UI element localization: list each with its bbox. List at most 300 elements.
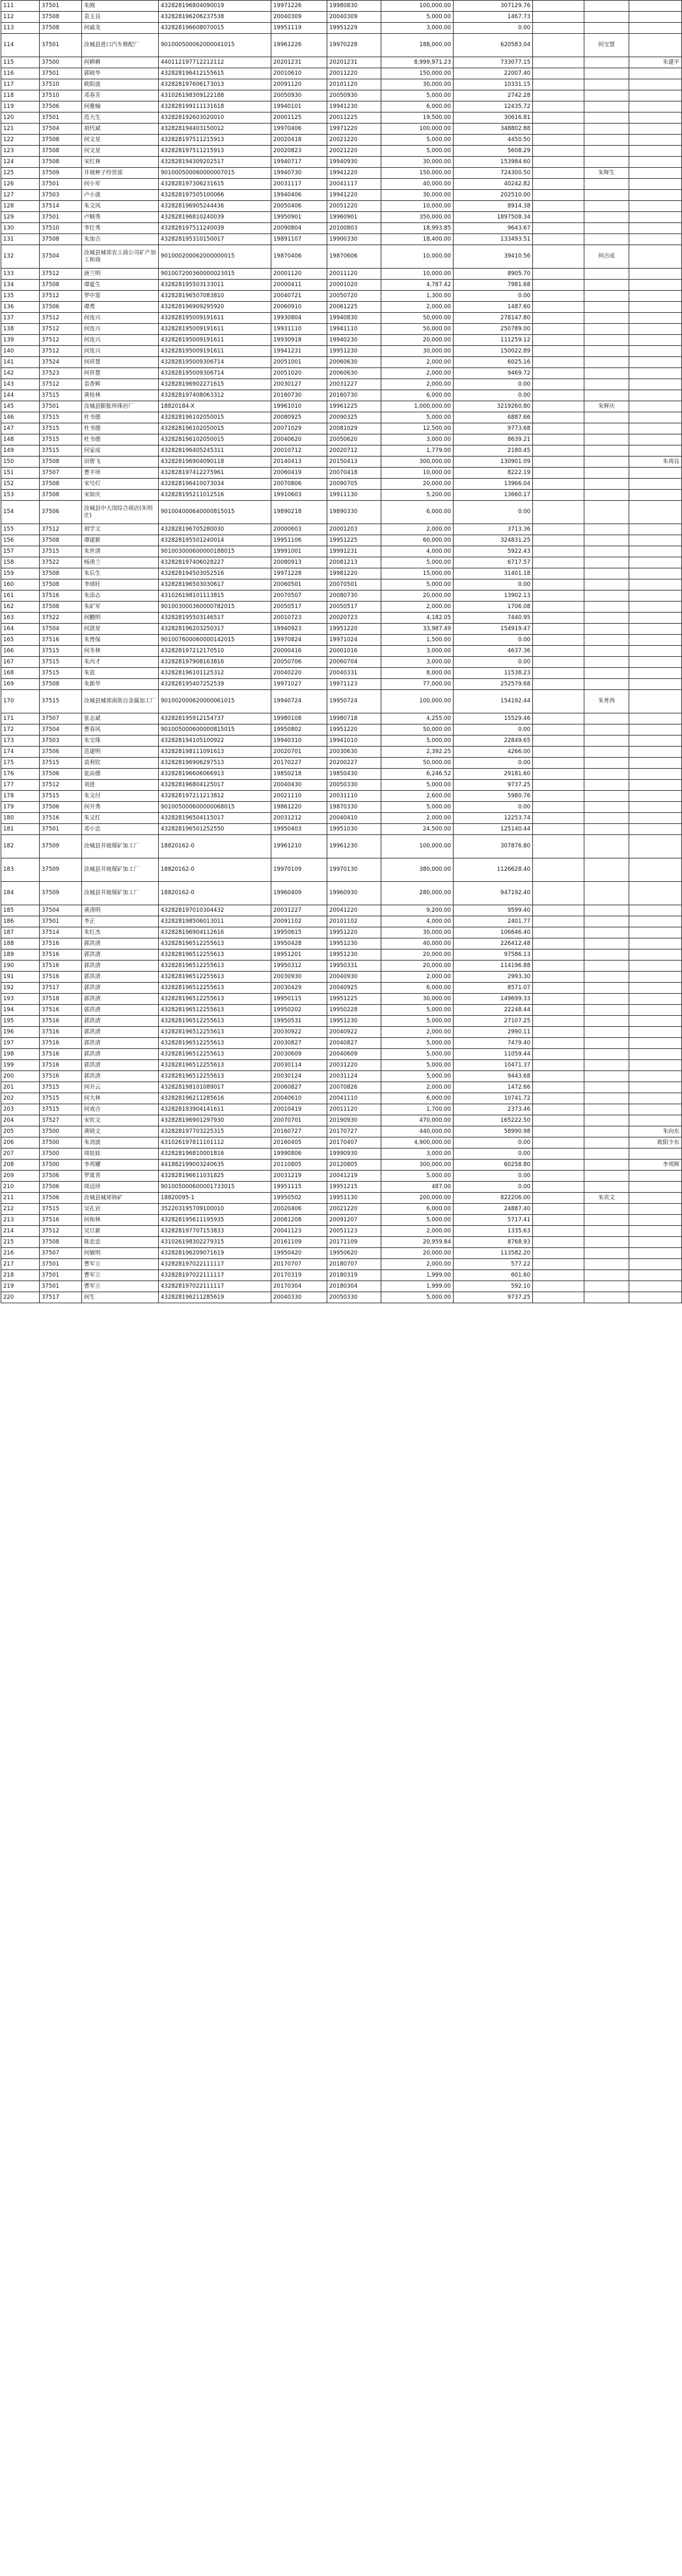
loan-amount-cell: 100,000.00 [381,835,454,858]
loan-amount-cell: 1,000,000.00 [381,401,454,412]
remark-cell [629,1248,682,1259]
loan-amount-cell: 5,000.00 [381,135,454,146]
balance-cell: 8768.93 [454,1237,533,1248]
branch-code-cell: 37516 [40,1071,82,1082]
issue-date-cell: 20110805 [271,1160,327,1171]
balance-cell: 5922.43 [454,546,533,557]
remark-cell [629,302,682,313]
issue-date-cell: 19950502 [271,1193,327,1204]
borrower-name-cell: 吴旦新 [82,1226,159,1237]
loan-amount-cell: 20,959.84 [381,1237,454,1248]
balance-cell: 13966.04 [454,479,533,490]
guarantor-cell [584,23,629,34]
due-date-cell: 20051123 [327,1226,381,1237]
borrower-name-cell: 汝城县井坡煤矿加工厂 [82,858,159,882]
row-number-cell: 220 [1,1292,40,1303]
guarantor-cell [584,927,629,938]
branch-code-cell: 37508 [40,579,82,591]
remark-cell [629,824,682,835]
table-row [1,758,682,769]
due-date-cell: 20021220 [327,1204,381,1215]
remark-cell [629,679,682,690]
note-cell [533,736,584,747]
row-number-cell: 112 [1,12,40,23]
issue-date-cell: 19950428 [271,938,327,949]
note-cell [533,245,584,269]
row-number-cell: 204 [1,1115,40,1126]
table-row [1,983,682,994]
branch-code-cell: 37506 [40,747,82,758]
guarantor-cell [584,280,629,291]
note-cell [533,1193,584,1204]
note-cell [533,994,584,1005]
remark-cell [629,602,682,613]
borrower-name-cell: 何雅翰 [82,101,159,113]
loan-amount-cell: 30,000.00 [381,346,454,357]
balance-cell: 0.00 [454,758,533,769]
branch-code-cell: 37508 [40,535,82,546]
guarantor-cell [584,802,629,813]
note-cell [533,223,584,234]
due-date-cell: 19980718 [327,713,381,724]
note-cell [533,313,584,324]
row-number-cell: 184 [1,882,40,905]
loan-amount-cell: 2,000.00 [381,1082,454,1093]
table-row [1,835,682,858]
issue-date-cell: 20170227 [271,758,327,769]
branch-code-cell: 37506 [40,302,82,313]
remark-cell [629,1115,682,1126]
issue-date-cell: 19991001 [271,546,327,557]
row-number-cell: 141 [1,357,40,368]
table-row [1,1281,682,1292]
id-number-cell: 432828197211213812 [159,791,271,802]
id-number-cell: 432828196512255613 [159,994,271,1005]
branch-code-cell: 37501 [40,401,82,412]
branch-code-cell: 37515 [40,646,82,657]
note-cell [533,635,584,646]
issue-date-cell: 20040330 [271,1292,327,1303]
note-cell [533,12,584,23]
loan-amount-cell: 18,400.00 [381,234,454,245]
note-cell [533,835,584,858]
issue-date-cell: 20020701 [271,747,327,758]
remark-cell [629,780,682,791]
id-number-cell: 432828196902271615 [159,379,271,390]
note-cell [533,390,584,401]
issue-date-cell: 20070507 [271,591,327,602]
row-number-cell: 209 [1,1171,40,1182]
table-row [1,101,682,113]
row-number-cell: 207 [1,1149,40,1160]
due-date-cell: 19941230 [327,101,381,113]
balance-cell: 4450.50 [454,135,533,146]
borrower-name-cell: 张志斌 [82,713,159,724]
issue-date-cell: 20040220 [271,668,327,679]
row-number-cell: 139 [1,335,40,346]
borrower-name-cell: 朱新华 [82,679,159,690]
borrower-name-cell: 汝城县城郊南街自金属加工厂 [82,690,159,713]
branch-code-cell: 37512 [40,291,82,302]
issue-date-cell: 20080925 [271,412,327,423]
due-date-cell: 20061225 [327,302,381,313]
remark-cell [629,12,682,23]
remark-cell [629,769,682,780]
guarantor-cell [584,90,629,101]
branch-code-cell: 37515 [40,668,82,679]
row-number-cell: 123 [1,146,40,157]
due-date-cell: 20090705 [327,479,381,490]
borrower-name-cell: 曹春风 [82,724,159,736]
issue-date-cell: 20040721 [271,291,327,302]
id-number-cell: 18820162-0 [159,882,271,905]
loan-amount-cell: 15,000.00 [381,568,454,579]
issue-date-cell: 19940730 [271,168,327,179]
balance-cell: 0.00 [454,1171,533,1182]
note-cell [533,690,584,713]
guarantor-cell [584,1115,629,1126]
id-number-cell: 432828197511215913 [159,146,271,157]
issue-date-cell: 20170304 [271,1281,327,1292]
remark-cell [629,882,682,905]
due-date-cell: 20020712 [327,445,381,457]
branch-code-cell: 37508 [40,146,82,157]
issue-date-cell: 19891107 [271,234,327,245]
guarantor-cell [584,346,629,357]
id-number-cell: 901007600060000142015 [159,635,271,646]
borrower-name-cell: 郭洪清 [82,1005,159,1016]
id-number-cell: 432828195009191611 [159,324,271,335]
row-number-cell: 128 [1,201,40,212]
remark-cell [629,135,682,146]
due-date-cell: 20050620 [327,434,381,445]
issue-date-cell: 19950312 [271,961,327,972]
remark-cell [629,113,682,124]
remark-cell [629,313,682,324]
note-cell [533,1093,584,1104]
guarantor-cell [584,813,629,824]
branch-code-cell: 37522 [40,613,82,624]
balance-cell: 4637.36 [454,646,533,657]
note-cell [533,524,584,535]
due-date-cell: 20001020 [327,280,381,291]
table-row [1,1149,682,1160]
borrower-name-cell: 何家成 [82,445,159,457]
id-number-cell: 432828196501252550 [159,824,271,835]
table-row [1,1,682,12]
balance-cell: 0.00 [454,501,533,524]
due-date-cell: 20011225 [327,113,381,124]
remark-cell [629,1049,682,1060]
balance-cell: 30616.81 [454,113,533,124]
borrower-name-cell: 曹军立 [82,1270,159,1281]
guarantor-cell [584,234,629,245]
note-cell [533,858,584,882]
borrower-name-cell: 朱文风 [82,201,159,212]
borrower-name-cell: 杜书德 [82,434,159,445]
row-number-cell: 124 [1,157,40,168]
due-date-cell: 19940830 [327,313,381,324]
row-number-cell: 117 [1,79,40,90]
due-date-cell: 19951130 [327,1193,381,1204]
note-cell [533,68,584,79]
note-cell [533,1016,584,1027]
note-cell [533,791,584,802]
borrower-name-cell: 曹军立 [82,1281,159,1292]
guarantor-cell [584,1049,629,1060]
guarantor-cell [584,101,629,113]
borrower-name-cell: 袁玉良 [82,12,159,23]
guarantor-cell: 何吉成 [584,245,629,269]
borrower-name-cell: 朱剑波 [82,1137,159,1149]
table-row [1,245,682,269]
balance-cell: 9773.68 [454,423,533,434]
branch-code-cell: 37515 [40,445,82,457]
issue-date-cell: 19870406 [271,245,327,269]
borrower-name-cell: 郭洪清 [82,1060,159,1071]
balance-cell: 3713.36 [454,524,533,535]
issue-date-cell: 20001125 [271,113,327,124]
remark-cell [629,535,682,546]
borrower-name-cell: 何戚龙 [82,23,159,34]
borrower-name-cell: 黄晓文 [82,1126,159,1137]
table-row [1,1160,682,1171]
loan-amount-cell: 1,300.00 [381,291,454,302]
borrower-name-cell: 何大林 [82,1093,159,1104]
row-number-cell: 142 [1,368,40,379]
table-row [1,146,682,157]
note-cell [533,747,584,758]
due-date-cell: 19951230 [327,949,381,961]
balance-cell: 11059.44 [454,1049,533,1060]
balance-cell: 9443.68 [454,1071,533,1082]
issue-date-cell: 20160730 [271,390,327,401]
note-cell [533,1226,584,1237]
balance-cell: 577.22 [454,1259,533,1270]
note-cell [533,457,584,468]
due-date-cell: 20040609 [327,1049,381,1060]
loan-amount-cell: 3,000.00 [381,23,454,34]
note-cell [533,179,584,190]
table-row [1,557,682,568]
issue-date-cell: 20030930 [271,972,327,983]
branch-code-cell: 37508 [40,1237,82,1248]
balance-cell: 5608.29 [454,146,533,157]
borrower-name-cell: 何冬林 [82,646,159,657]
balance-cell: 22849.65 [454,736,533,747]
loan-amount-cell: 6,000.00 [381,1204,454,1215]
due-date-cell: 20060704 [327,657,381,668]
issue-date-cell: 20170319 [271,1270,327,1281]
balance-cell: 24887.40 [454,1204,533,1215]
branch-code-cell: 37508 [40,568,82,579]
guarantor-cell [584,190,629,201]
loan-amount-cell: 2,000.00 [381,302,454,313]
remark-cell [629,1193,682,1204]
issue-date-cell: 20020418 [271,135,327,146]
id-number-cell: 432828197406028227 [159,557,271,568]
table-row [1,445,682,457]
balance-cell: 9469.72 [454,368,533,379]
id-number-cell: 432828195611195935 [159,1215,271,1226]
balance-cell: 6025.16 [454,357,533,368]
note-cell [533,101,584,113]
due-date-cell: 19951230 [327,346,381,357]
borrower-name-cell: 何连兴 [82,313,159,324]
issue-date-cell: 19930918 [271,335,327,346]
note-cell [533,1171,584,1182]
guarantor-cell [584,269,629,280]
remark-cell [629,1226,682,1237]
loan-amount-cell: 50,000.00 [381,313,454,324]
loan-amount-cell: 6,000.00 [381,390,454,401]
guarantor-cell [584,1038,629,1049]
issue-date-cell: 19970406 [271,124,327,135]
branch-code-cell: 37501 [40,1,82,12]
note-cell [533,972,584,983]
balance-cell: 29181.60 [454,769,533,780]
table-row [1,613,682,624]
issue-date-cell: 20070701 [271,1115,327,1126]
branch-code-cell: 37508 [40,479,82,490]
remark-cell [629,234,682,245]
branch-code-cell: 37508 [40,280,82,291]
remark-cell [629,557,682,568]
issue-date-cell: 20000603 [271,524,327,535]
id-number-cell: 432828194309202517 [159,157,271,168]
id-number-cell: 432828196507083810 [159,291,271,302]
loan-amount-cell: 300,000.00 [381,457,454,468]
row-number-cell: 130 [1,223,40,234]
due-date-cell: 20041117 [327,179,381,190]
guarantor-cell [584,758,629,769]
borrower-name-cell: 袁利钦 [82,758,159,769]
id-number-cell: 432828196412155615 [159,68,271,79]
loan-amount-cell: 20,000.00 [381,949,454,961]
balance-cell: 724300.50 [454,168,533,179]
balance-cell: 22248.44 [454,1005,533,1016]
issue-date-cell: 19950115 [271,994,327,1005]
branch-code-cell: 37504 [40,124,82,135]
due-date-cell: 20070418 [327,468,381,479]
branch-code-cell: 37523 [40,368,82,379]
table-row [1,602,682,613]
borrower-name-cell: 何文星 [82,135,159,146]
note-cell [533,1060,584,1071]
remark-cell [629,1104,682,1115]
id-number-cell: 901000500060000007015 [159,168,271,179]
borrower-name-cell: 何文星 [82,146,159,157]
id-number-cell: 432828196410073034 [159,479,271,490]
due-date-cell: 20021220 [327,146,381,157]
due-date-cell: 20170727 [327,1126,381,1137]
id-number-cell: 432828195503146517 [159,613,271,624]
due-date-cell: 19951030 [327,824,381,835]
id-number-cell: 432828194503052516 [159,568,271,579]
table-row [1,1071,682,1082]
loan-amount-cell: 2,000.00 [381,602,454,613]
note-cell [533,1215,584,1226]
remark-cell: 朱周良 [629,457,682,468]
table-row [1,624,682,635]
branch-code-cell: 37512 [40,313,82,324]
due-date-cell: 20190930 [327,1115,381,1126]
row-number-cell: 193 [1,994,40,1005]
row-number-cell: 167 [1,657,40,668]
row-number-cell: 113 [1,23,40,34]
due-date-cell: 19951220 [327,927,381,938]
issue-date-cell: 20030827 [271,1038,327,1049]
loan-amount-cell: 3,000.00 [381,434,454,445]
remark-cell [629,101,682,113]
borrower-name-cell: 郭洪清 [82,983,159,994]
row-number-cell: 181 [1,824,40,835]
balance-cell: 13902.13 [454,591,533,602]
loan-amount-cell: 5,000.00 [381,1215,454,1226]
branch-code-cell: 37516 [40,1215,82,1226]
borrower-name-cell: 郭洪清 [82,1016,159,1027]
issue-date-cell: 19940923 [271,624,327,635]
row-number-cell: 195 [1,1016,40,1027]
remark-cell [629,724,682,736]
due-date-cell: 20100803 [327,223,381,234]
row-number-cell: 210 [1,1182,40,1193]
branch-code-cell: 37508 [40,490,82,501]
row-number-cell: 191 [1,972,40,983]
table-row [1,1093,682,1104]
branch-code-cell: 37508 [40,234,82,245]
loan-amount-cell: 60,000.00 [381,535,454,546]
guarantor-cell [584,201,629,212]
guarantor-cell [584,1226,629,1237]
balance-cell: 1467.73 [454,12,533,23]
balance-cell: 153984.60 [454,157,533,168]
guarantor-cell [584,212,629,223]
row-number-cell: 119 [1,101,40,113]
borrower-name-cell: 卢小波 [82,190,159,201]
issue-date-cell: 20090804 [271,223,327,234]
id-number-cell: 432828194105100922 [159,736,271,747]
id-number-cell: 432828197022111117 [159,1259,271,1270]
table-row [1,401,682,412]
loan-amount-cell: 1,500.00 [381,635,454,646]
loan-amount-cell: 20,000.00 [381,335,454,346]
due-date-cell: 20050330 [327,1292,381,1303]
branch-code-cell: 37504 [40,624,82,635]
guarantor-cell [584,324,629,335]
remark-cell: 朱建平 [629,57,682,68]
loan-amount-cell: 2,000.00 [381,357,454,368]
due-date-cell: 19911130 [327,490,381,501]
borrower-name-cell: 何耕耕 [82,57,159,68]
table-row [1,223,682,234]
table-row [1,813,682,824]
remark-cell [629,146,682,157]
table-row [1,346,682,357]
remark-cell [629,791,682,802]
issue-date-cell: 20091120 [271,79,327,90]
due-date-cell: 20031220 [327,1060,381,1071]
row-number-cell: 133 [1,269,40,280]
note-cell [533,1270,584,1281]
table-row [1,1226,682,1237]
row-number-cell: 146 [1,412,40,423]
borrower-name-cell: 胡学文 [82,524,159,535]
due-date-cell: 20170407 [327,1137,381,1149]
table-row [1,390,682,401]
row-number-cell: 180 [1,813,40,824]
row-number-cell: 190 [1,961,40,972]
